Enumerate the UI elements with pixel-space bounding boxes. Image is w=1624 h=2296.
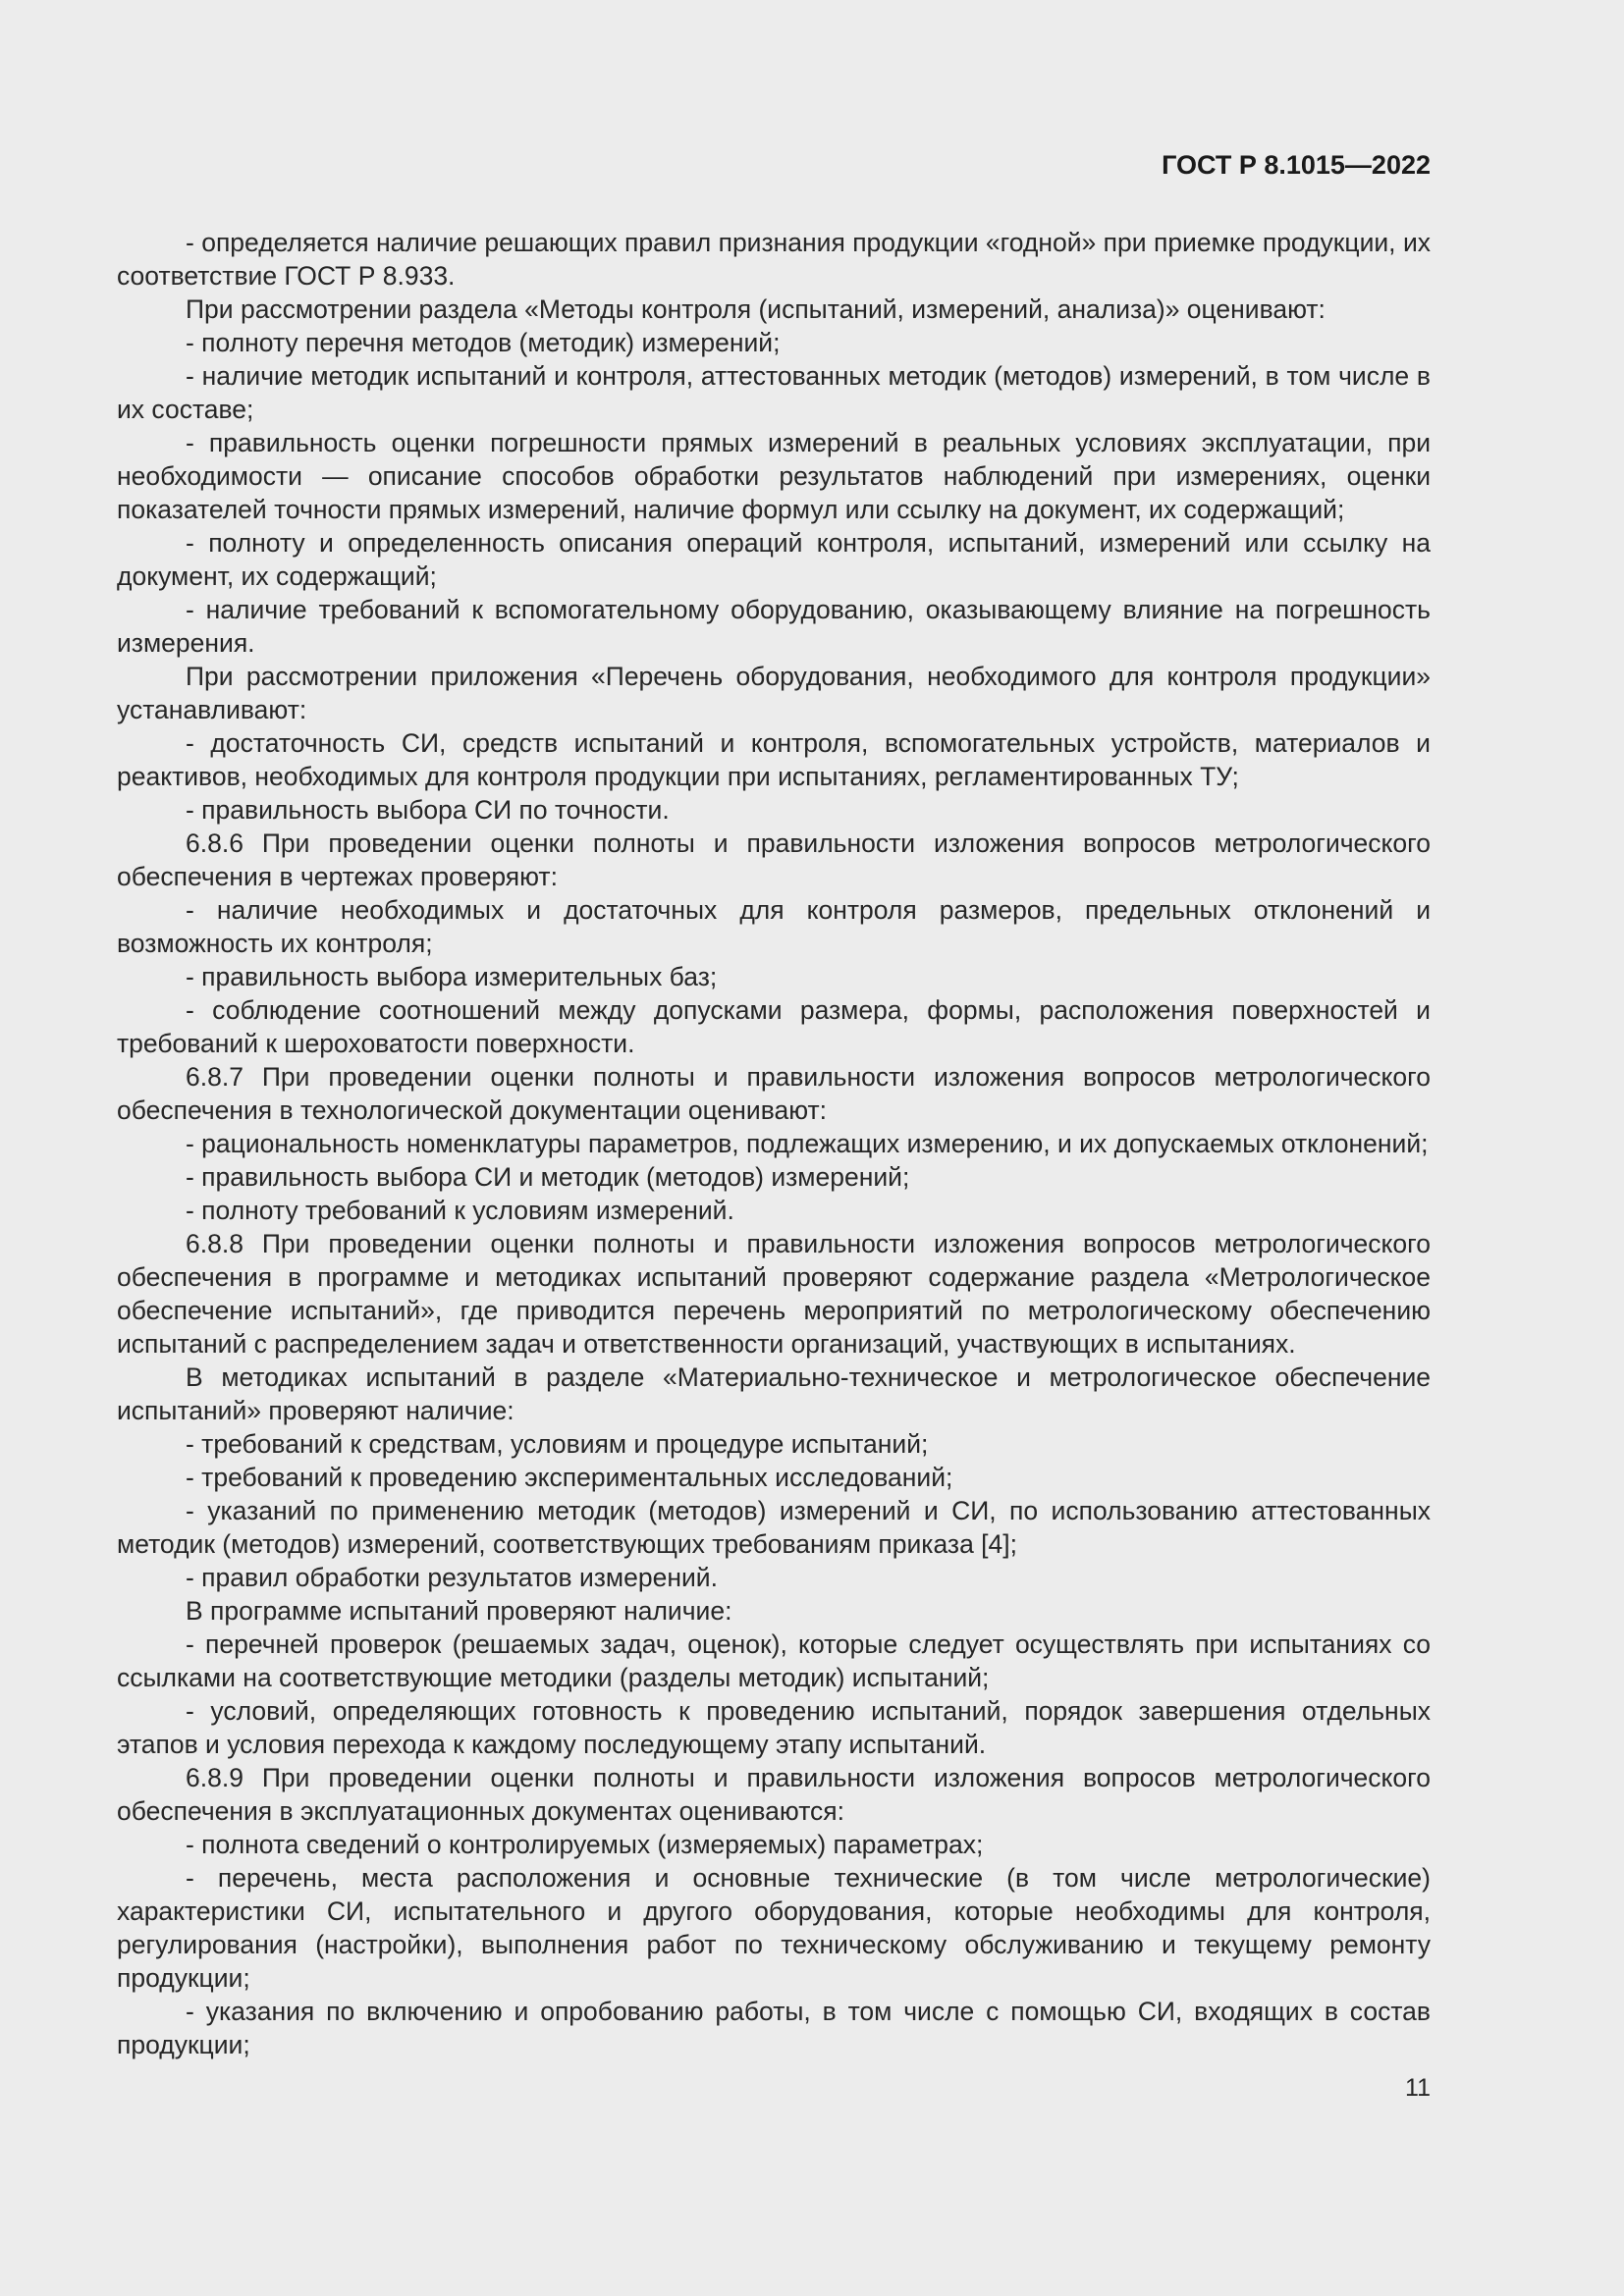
paragraph: - рациональность номенклатуры параметров, подлежащих измерению, и их допускаемых отклонений;	[186, 1129, 1429, 1158]
paragraph: 6.8.8 При проведении оценки полноты и правильности изложения вопросов метрологического обеспечения в программе и методиках испытаний проверяют содержание раздела «Метрологическое обеспечение испытаний», где приводится перечень мероприятий по метрологическому обеспечению испытаний с распределением задач и ответственности организаций, участвующих в испытаниях.	[117, 1229, 1431, 1359]
paragraph: - полноту требований к условиям измерений.	[186, 1196, 734, 1225]
paragraph: - перечней проверок (решаемых задач, оценок), которые следует осуществлять при испытаниях со ссылками на соответствующие методики (разделы методик) испытаний;	[117, 1629, 1431, 1692]
paragraph: - правильность выбора измерительных баз;	[186, 962, 718, 991]
paragraph: - полноту перечня методов (методик) измерений;	[186, 328, 781, 357]
paragraph: - требований к проведению экспериментальных исследований;	[186, 1463, 953, 1492]
paragraph: - правильность выбора СИ по точности.	[186, 795, 670, 825]
paragraph: - перечень, места расположения и основные технические (в том числе метрологические) характеристики СИ, испытательного и другого оборудования, которые необходимы для контроля, регулирования (настройки), выполнения работ по техническому обслуживанию и текущему ремонту продукции;	[117, 1863, 1431, 1993]
standard-code-header: ГОСТ Р 8.1015—2022	[1162, 150, 1431, 180]
paragraph: - полноту и определенность описания операций контроля, испытаний, измерений или ссылку на документ, их содержащий;	[117, 528, 1431, 591]
paragraph: - указаний по применению методик (методов) измерений и СИ, по использованию аттестованных методик (методов) измерений, соответствующих требованиям приказа [4];	[117, 1496, 1431, 1559]
paragraph: При рассмотрении раздела «Методы контроля (испытаний, измерений, анализа)» оценивают:	[186, 294, 1326, 324]
paragraph: 6.8.7 При проведении оценки полноты и правильности изложения вопросов метрологического обеспечения в технологической документации оценивают:	[117, 1062, 1431, 1125]
page-number: 11	[1405, 2074, 1431, 2102]
paragraph: - правильность оценки погрешности прямых измерений в реальных условиях эксплуатации, при необходимости — описание способов обработки результатов наблюдений при измерениях, оценки показателей точности прямых измерений, наличие формул или ссылку на документ, их содержащий;	[117, 428, 1431, 524]
paragraph: В программе испытаний проверяют наличие:	[186, 1596, 732, 1626]
paragraph: - наличие необходимых и достаточных для контроля размеров, предельных отклонений и возможность их контроля;	[117, 895, 1431, 958]
paragraph: - требований к средствам, условиям и процедуре испытаний;	[186, 1429, 929, 1459]
paragraph: - соблюдение соотношений между допусками размера, формы, расположения поверхностей и требований к шероховатости поверхности.	[117, 995, 1431, 1058]
paragraph: - наличие методик испытаний и контроля, аттестованных методик (методов) измерений, в том числе в их составе;	[117, 361, 1431, 424]
paragraph: 6.8.9 При проведении оценки полноты и правильности изложения вопросов метрологического обеспечения в эксплуатационных документах оцениваются:	[117, 1763, 1431, 1826]
paragraph: - полнота сведений о контролируемых (измеряемых) параметрах;	[186, 1830, 984, 1859]
paragraph: - определяется наличие решающих правил признания продукции «годной» при приемке продукции, их соответствие ГОСТ Р 8.933.	[117, 228, 1431, 291]
paragraph: - достаточность СИ, средств испытаний и контроля, вспомогательных устройств, материалов и реактивов, необходимых для контроля продукции при испытаниях, регламентированных ТУ;	[117, 728, 1431, 791]
document-body	[117, 226, 1431, 2061]
paragraph: - указания по включению и опробованию работы, в том числе с помощью СИ, входящих в состав продукции;	[117, 1997, 1431, 2059]
paragraph: При рассмотрении приложения «Перечень оборудования, необходимого для контроля продукции» устанавливают:	[117, 662, 1431, 724]
paragraph: - условий, определяющих готовность к проведению испытаний, порядок завершения отдельных этапов и условия перехода к каждому последующему этапу испытаний.	[117, 1696, 1431, 1759]
paragraph: 6.8.6 При проведении оценки полноты и правильности изложения вопросов метрологического обеспечения в чертежах проверяют:	[117, 828, 1431, 891]
paragraph: В методиках испытаний в разделе «Материально-техническое и метрологическое обеспечение испытаний» проверяют наличие:	[117, 1362, 1431, 1425]
paragraph: - правильность выбора СИ и методик (методов) измерений;	[186, 1162, 910, 1192]
paragraph: - правил обработки результатов измерений.	[186, 1563, 718, 1592]
paragraph: - наличие требований к вспомогательному оборудованию, оказывающему влияние на погрешность измерения.	[117, 595, 1431, 658]
